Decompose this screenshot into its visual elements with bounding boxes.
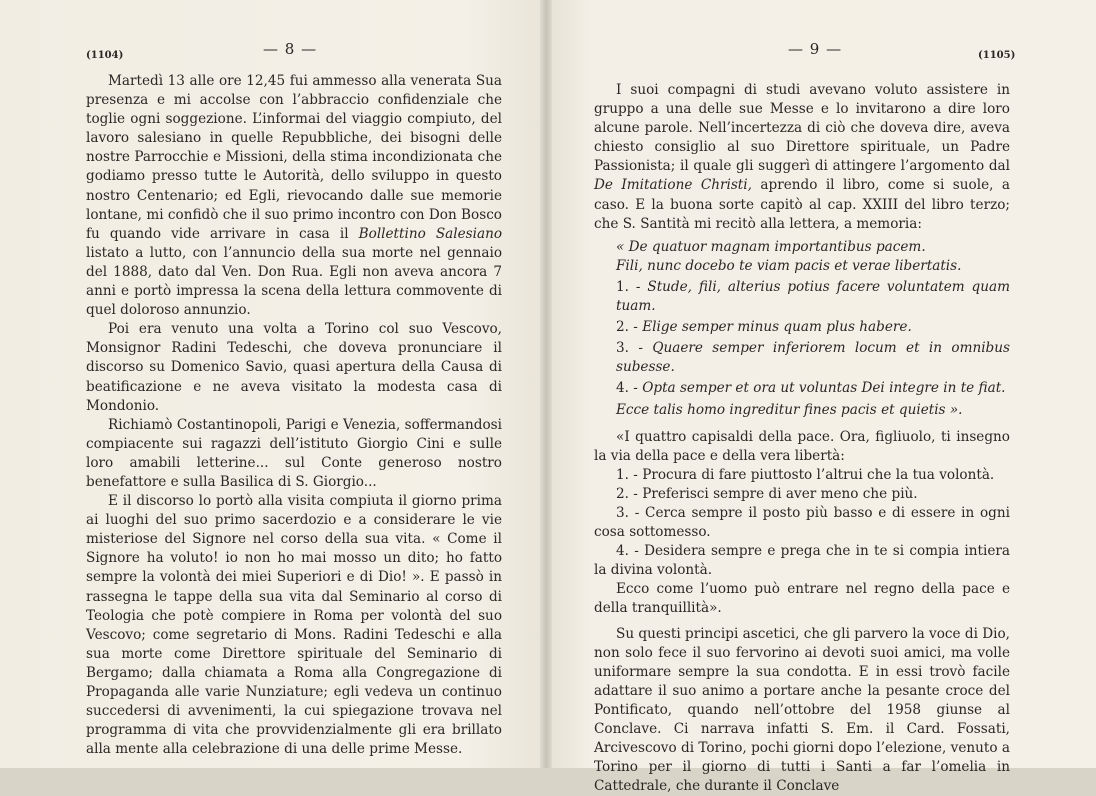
paragraph: Richiamò Costantinopoli, Parigi e Venezia, soffermandosi compiacente sui ragazzi dell’istituto Giorgio Cini e sulle loro amabili letterine... sul Conte generoso nostro benefattore e sulla Basilica di S. Giorgio... <box>86 416 502 490</box>
italian-list <box>594 466 1010 581</box>
list-item: 3. - Cerca sempre il posto più basso e di essere in ogni cosa sottomesso. <box>594 504 1010 541</box>
left-page-code: (1104) <box>86 50 124 61</box>
latin-item: 2. - Elige semper minus quam plus habere. <box>616 319 912 336</box>
list-item: 1. - Procura di fare piuttosto l’altrui che la tua volontà. <box>616 466 995 483</box>
latin-item: 3. - Quaere semper inferiorem locum et in omnibus subesse. <box>616 340 1010 376</box>
paragraph: I suoi compagni di studi avevano voluto assistere in gruppo a una delle sue Messe e lo invitarono a dire loro alcune parole. Nell’incertezza di ciò che doveva dire, aveva chiesto consiglio al suo Direttore spirituale, un Padre Passionista; il quale gli suggerì di attingere l’argomento dal De Imitatione Christi, aprendo il libro, come si suole, a caso. E la buona sorte capitò al cap. XXIII del libro terzo; che S. Santità mi recitò alla lettera, a memoria: <box>594 82 1010 232</box>
paragraph: Ecco come l’uomo può entrare nel regno della pace e della tranquillità». <box>594 581 1010 617</box>
left-page-number: — 8 — <box>263 40 318 58</box>
latin-item: 1. - Stude, fili, alterius potius facere voluntatem quam tuam. <box>616 278 1010 315</box>
latin-line: Fili, nunc docebo te viam pacis et verae libertatis. <box>616 257 962 274</box>
latin-quotation <box>594 238 1010 420</box>
paragraph: «I quattro capisaldi della pace. Ora, figliuolo, ti insegno la via della pace e della vera libertà: <box>594 428 1010 464</box>
right-page-number: — 9 — <box>788 40 843 58</box>
paragraph: Su questi principi ascetici, che gli parvero la voce di Dio, non solo fece il suo fervorino ai devoti suoi amici, ma volle uniformare sempre la sua condotta. E in essi trovò facile adattare il suo animo a portare anche la pesante croce del Pontificato, quando nell’ottobre del 1958 giunse al Conclave. Ci narrava infatti S. Em. il Card. Fossati, Arcivescovo di Torino, pochi giorni dopo l’elezione, venuto a Torino per il giorno di tutti i Santi a far l’omelia in Cattedrale, che durante il Conclave <box>594 625 1011 795</box>
right-page <box>546 0 1096 795</box>
list-item: 2. - Preferisci sempre di aver meno che più. <box>616 485 918 502</box>
latin-closing: Ecce talis homo ingreditur fines pacis et quietis ». <box>616 401 963 418</box>
book-gutter <box>540 0 552 768</box>
list-item: 4. - Desidera sempre e prega che in te si compia intiera la divina volontà. <box>594 543 1010 579</box>
left-page <box>0 0 546 768</box>
paragraph: E il discorso lo portò alla visita compiuta il giorno prima ai luoghi del suo primo sacerdozio e a considerare le vie misteriose del Signore nel corso della sua vita. « Come il Signore ha voluto! io non ho mai mosso un dito; ho fatto sempre la volontà dei miei Superiori e di Dio! ». E passò in rassegna le tappe della sua vita dal Seminario al corso di Teologia che potè compiere in Roma per volontà del suo Vescovo; come segretario di Mons. Radini Tedeschi e alla sua morte come Direttore spirituale del Seminario di Bergamo; dalla chiamata a Roma alla Congregazione di Propaganda alle varie Nunziature; egli vedeva un continuo succedersi di avvenimenti, la cui spiegazione trovava nel programma di vita che provvidenzialmente gli era brillato alla mente alla celebrazione di una delle prime Messe. <box>86 493 502 758</box>
paragraph: Poi era venuto una volta a Torino col suo Vescovo, Monsignor Radini Tedeschi, che doveva pronunciare il discorso su Domenico Savio, quasi apertura della Causa di beatificazione e ne aveva visitato la modesta casa di Mondonio. <box>86 321 502 414</box>
right-page-body <box>594 81 1010 796</box>
left-page-body <box>86 72 502 759</box>
paragraph: Martedì 13 alle ore 12,45 fui ammesso alla venerata Sua presenza e mi accolse con l’abbraccio confidenziale che toglie ogni soggezione. L’informai del viaggio compiuto, del lavoro salesiano in quelle Repubbliche, dei bisogni delle nostre Parrocchie e Missioni, della stima incondizionata che godiamo presso tutte le Autorità, dello sviluppo in questo nostro Centenario; ed Egli, rievocando dalle sue memorie lontane, mi confidò che il suo primo incontro con Don Bosco fu quando vide arrivare in casa il Bollettino Salesiano listato a lutto, con l’annuncio della sua morte nel gennaio del 1888, dato dal Ven. Don Rua. Egli non aveva ancora 7 anni e portò impressa la scena della lettura commovente di quel doloroso annunzio. <box>86 73 503 319</box>
latin-heading: « De quatuor magnam importantibus pacem. <box>616 238 926 255</box>
right-page-code: (1105) <box>978 50 1016 61</box>
latin-item: 4. - Opta semper et ora ut voluntas Dei integre in te fiat. <box>616 380 1006 397</box>
